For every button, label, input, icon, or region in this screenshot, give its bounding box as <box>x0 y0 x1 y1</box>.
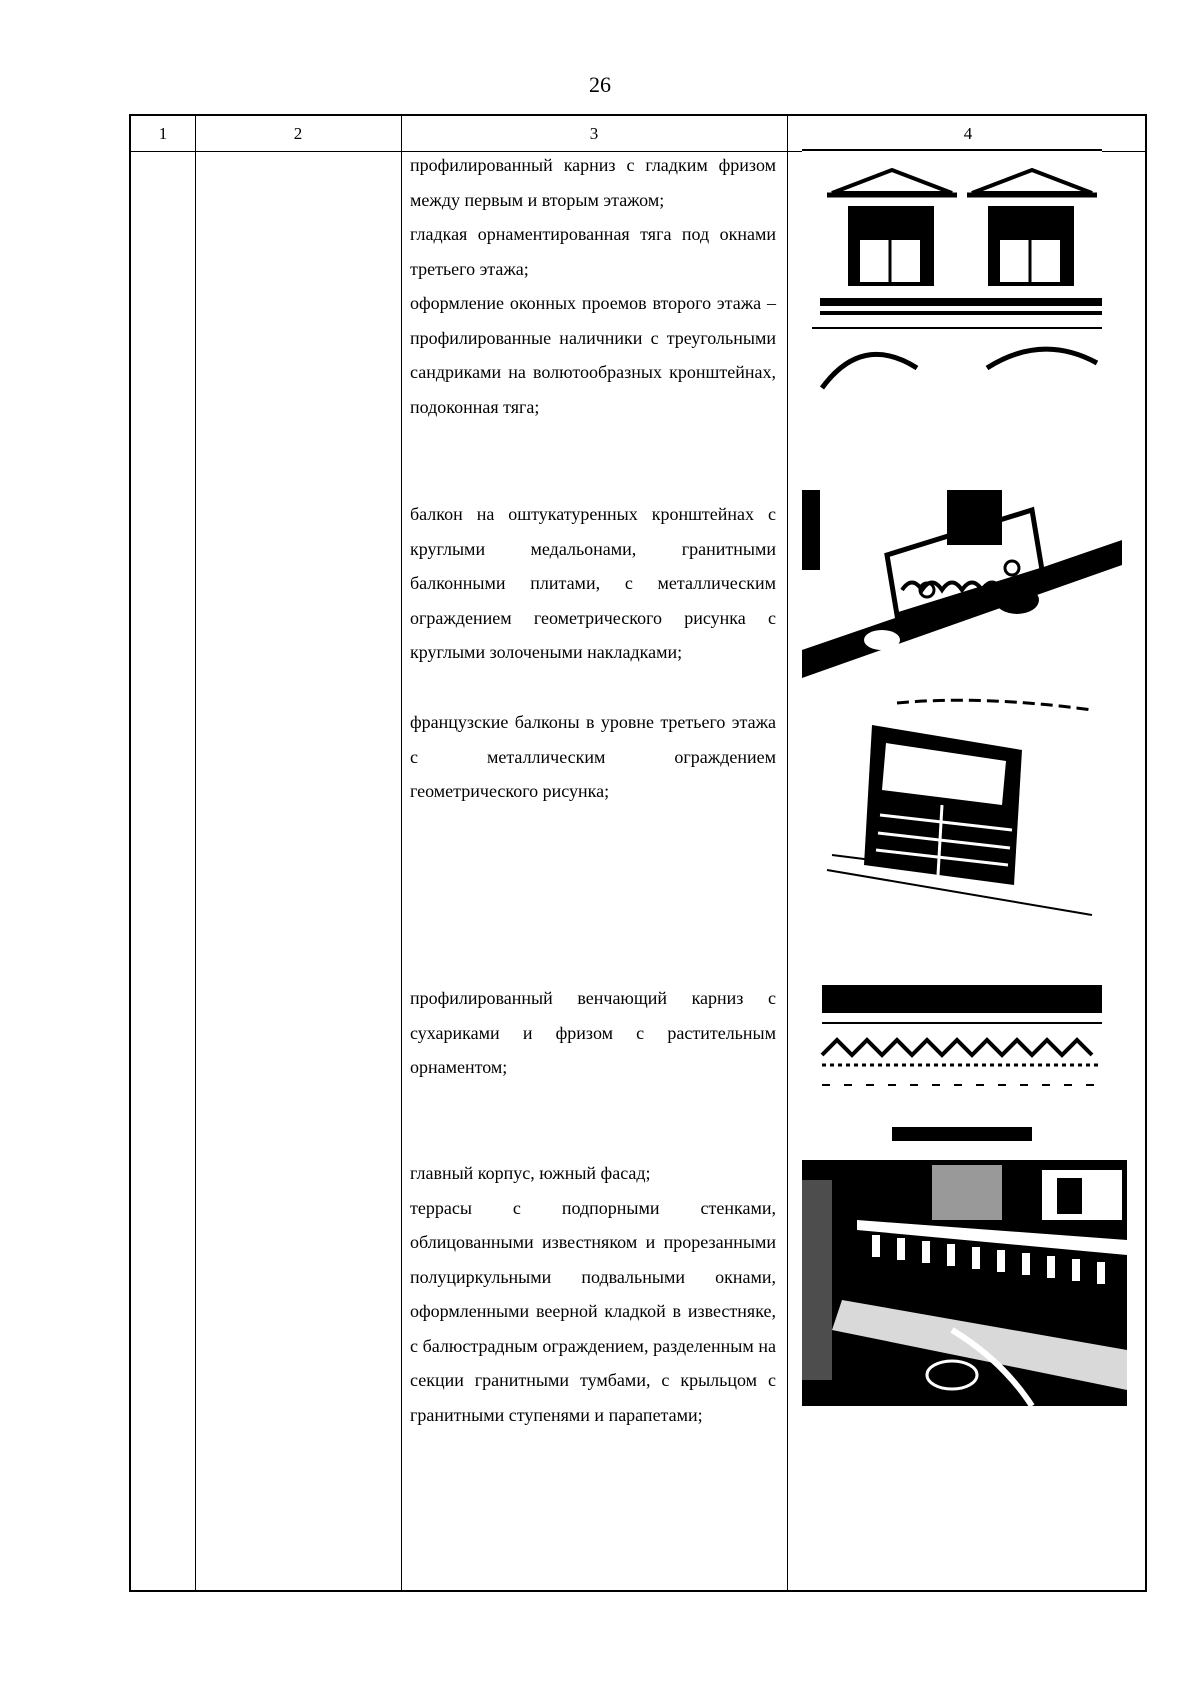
column-header-2: 2 <box>293 124 303 143</box>
column-divider <box>195 116 196 1590</box>
description-block-crowning-cornice <box>410 981 776 1085</box>
column-divider <box>401 116 402 1590</box>
south-facade-terrace-photo <box>802 1160 1127 1406</box>
windows-description: оформление оконных проемов второго этажа – профилированные наличники с треугольными сандриками на волютообразных кронштейнах, подоконная тяга; <box>410 293 776 417</box>
description-block-balcony <box>410 497 776 670</box>
column-divider <box>787 116 788 1590</box>
balcony-description: балкон на оштукатуренных кронштейнах с круглыми медальонами, гранитными балконными плитами, с металлическим ограждением геометрического рисунка с круглыми золочеными накладками; <box>410 504 776 662</box>
description-block-french-balconies <box>410 705 776 809</box>
south-facade-heading: главный корпус, южный фасад; <box>410 1163 651 1183</box>
column-header-3: 3 <box>589 124 599 143</box>
crowning-cornice-description: профилированный венчающий карниз с сухариками и фризом с растительным орнаментом; <box>410 988 776 1077</box>
column-header-4: 4 <box>963 124 973 143</box>
balcony-photo <box>802 490 1122 678</box>
crowning-cornice-photo <box>802 985 1102 1145</box>
description-block-south-facade <box>410 1156 776 1432</box>
french-balcony-photo <box>802 695 1102 925</box>
terraces-description: террасы с подпорными стенками, облицованными известняком и прорезанными полуциркульными подвальными окнами, оформленными веерной кладкой в известняке, с балюстрадным ограждением, разделенным на секции гранитными тумбами, с крыльцом с гранитными ступенями и парапетами; <box>410 1197 776 1425</box>
french-balconies-description: французские балконы в уровне третьего этажа с металлическим ограждением геометрического рисунка; <box>410 712 776 801</box>
windows-facade-photo <box>802 148 1102 398</box>
page-number: 26 <box>589 72 611 97</box>
column-header-1: 1 <box>158 124 168 143</box>
description-block-facade <box>410 148 776 424</box>
tiebar-description: гладкая орнаментированная тяга под окнами третьего этажа; <box>410 224 776 279</box>
cornice-description: профилированный карниз с гладким фризом между первым и вторым этажом; <box>410 155 776 210</box>
